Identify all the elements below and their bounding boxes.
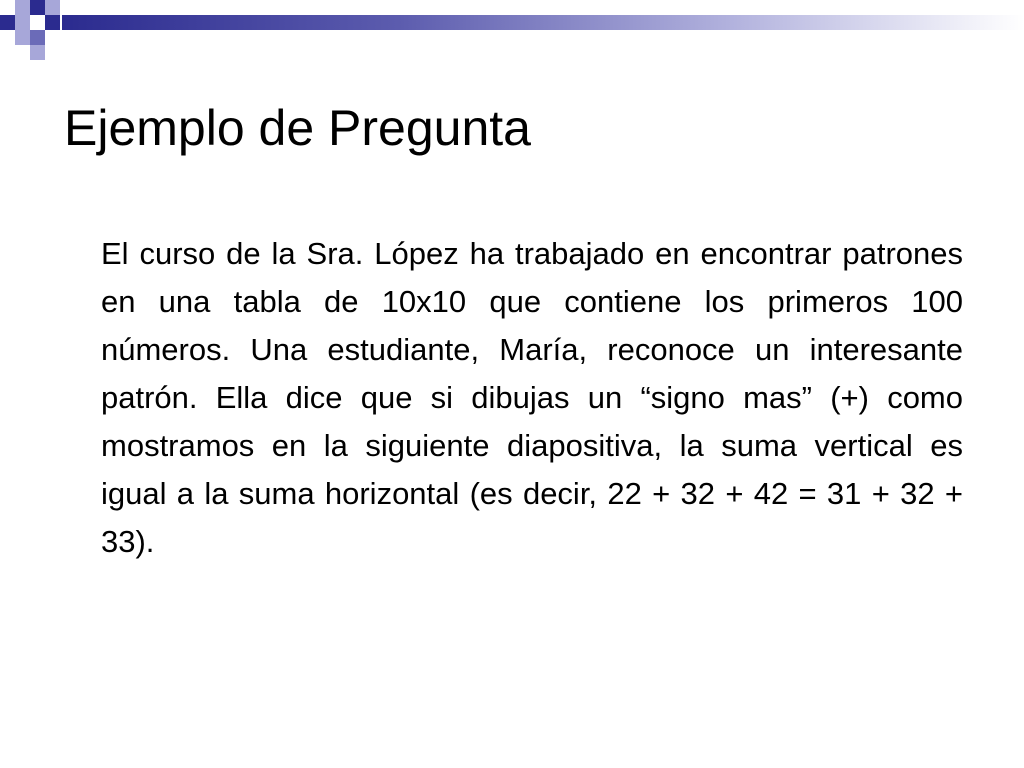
header-gradient-bar <box>62 15 1024 30</box>
decor-square <box>45 15 60 30</box>
slide-title: Ejemplo de Pregunta <box>64 100 531 156</box>
slide-body-text: El curso de la Sra. López ha trabajado en encontrar patrones en una tabla de 10x10 que contiene los primeros 100 números. Una estudiante, María, reconoce un interesante patrón. Ella dice que si dibujas un “signo mas” (+) como mostramos en la siguiente diapositiva, la suma vertical es igual a la suma horizontal (es decir, 22 + 32 + 42 = 31 + 32 + 33). <box>101 236 963 559</box>
decor-square <box>30 0 45 15</box>
decor-square <box>0 15 15 30</box>
decor-square <box>15 30 30 45</box>
decor-square <box>30 45 45 60</box>
decor-square <box>15 15 30 30</box>
decor-square <box>15 0 30 15</box>
decor-square <box>45 0 60 15</box>
decor-square <box>30 30 45 45</box>
